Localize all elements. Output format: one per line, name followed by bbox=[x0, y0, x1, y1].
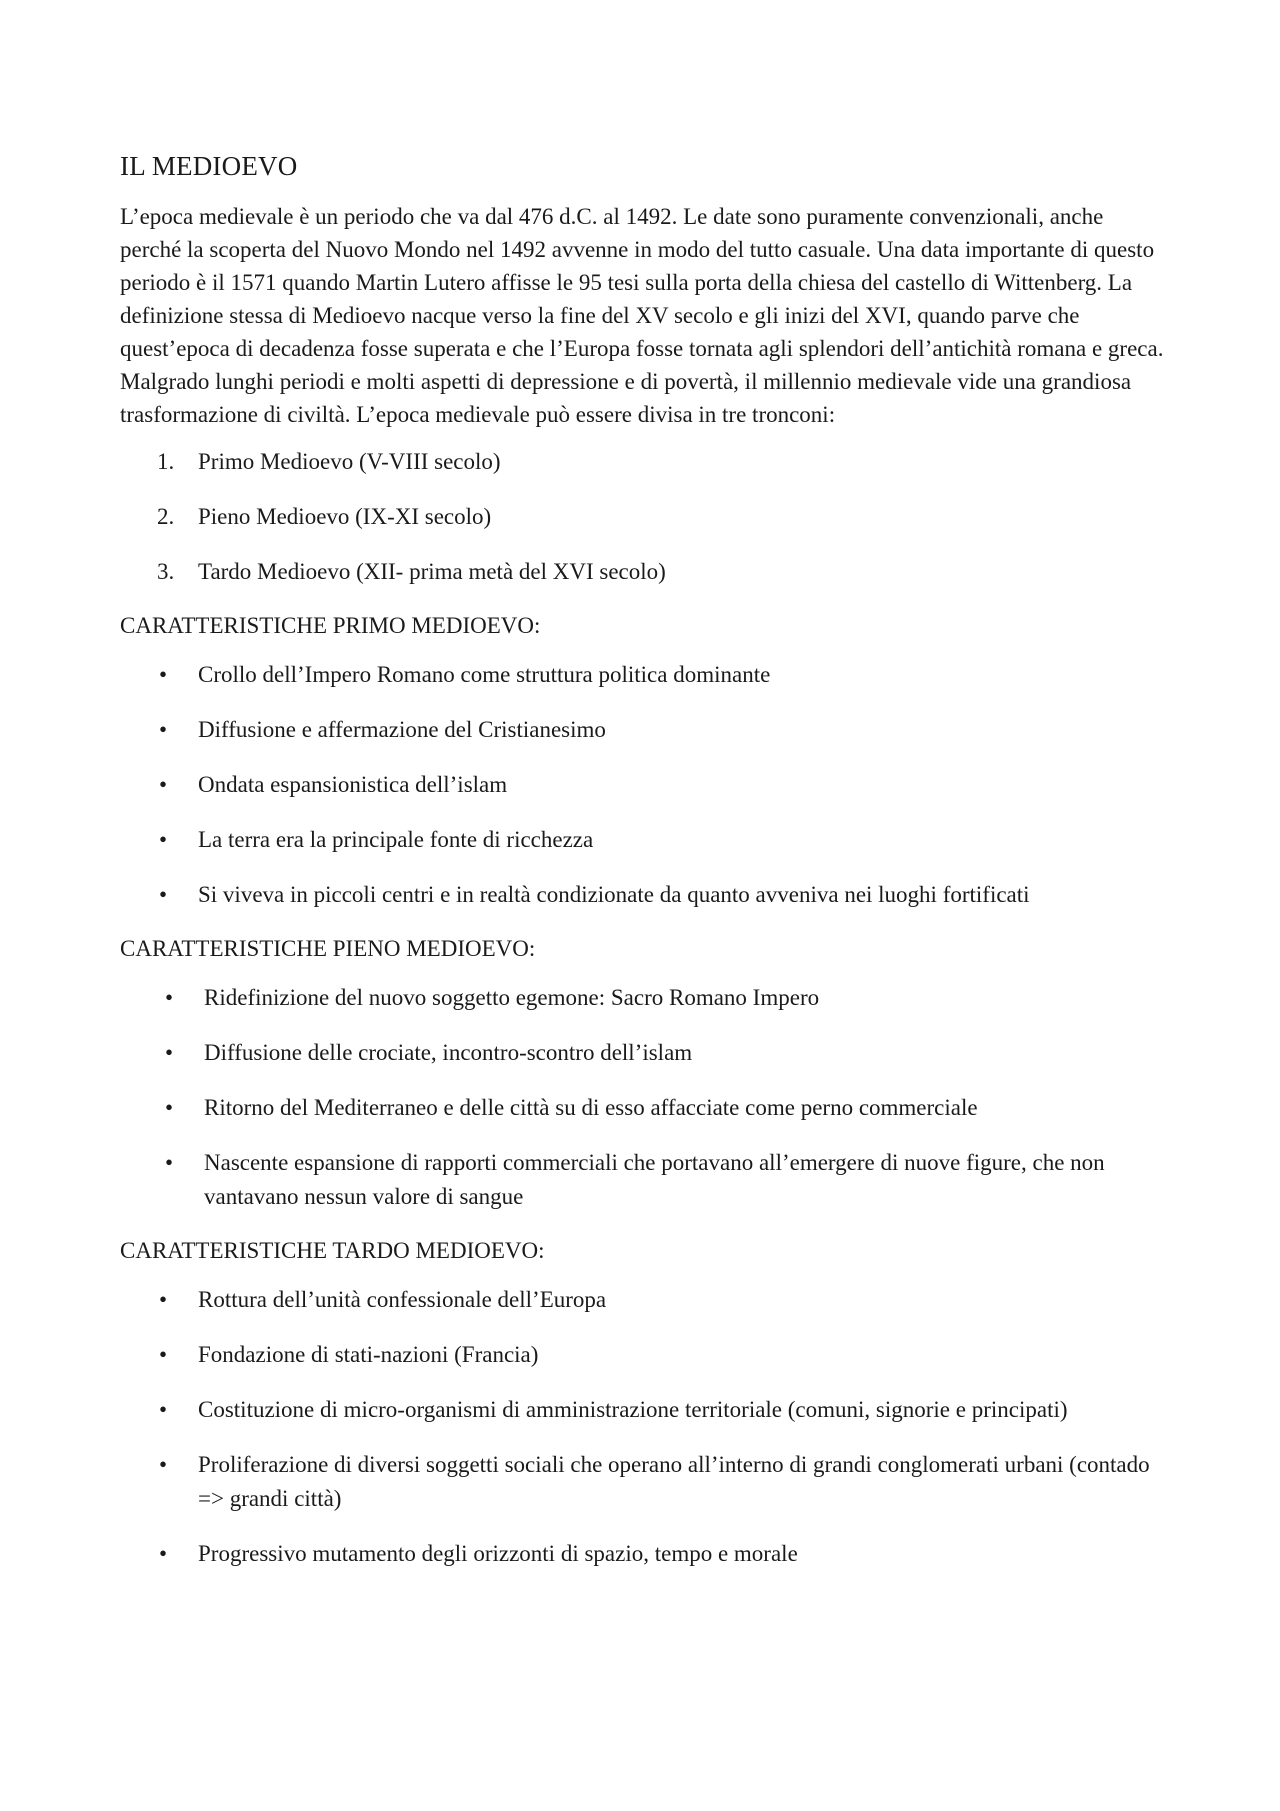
list-item bbox=[120, 1393, 1165, 1427]
list-item-text: Diffusione delle crociate, incontro-scontro dell’islam bbox=[204, 1040, 693, 1065]
bullet-icon: • bbox=[159, 662, 168, 687]
list-item bbox=[120, 500, 1165, 534]
page-title: IL MEDIOEVO bbox=[120, 151, 298, 181]
list-item-text: Ridefinizione del nuovo soggetto egemone: Sacro Romano Impero bbox=[204, 985, 820, 1010]
bullet-icon: • bbox=[159, 827, 168, 852]
list-item bbox=[120, 445, 1165, 479]
list-item bbox=[120, 1448, 1165, 1516]
list-item bbox=[120, 823, 1165, 857]
bullet-icon: • bbox=[165, 985, 174, 1010]
list-item-text: Pieno Medioevo (IX-XI secolo) bbox=[198, 504, 492, 529]
list-item-text: Proliferazione di diversi soggetti sociali che operano all’interno di grandi conglomerati urbani (contado => grandi città) bbox=[198, 1452, 1150, 1511]
bullet-icon: • bbox=[159, 882, 168, 907]
list-item-text: Si viveva in piccoli centri e in realtà condizionate da quanto avveniva nei luoghi fortificati bbox=[198, 882, 1030, 907]
list-item-text: Rottura dell’unità confessionale dell’Europa bbox=[198, 1287, 607, 1312]
bullet-icon: • bbox=[159, 1541, 168, 1566]
list-item bbox=[120, 878, 1165, 912]
tardo-features-list bbox=[120, 1283, 1165, 1571]
list-item bbox=[120, 768, 1165, 802]
list-item-text: Diffusione e affermazione del Cristianesimo bbox=[198, 717, 606, 742]
list-item-text: Ritorno del Mediterraneo e delle città su di esso affacciate come perno commerciale bbox=[204, 1095, 978, 1120]
list-number: 2. bbox=[157, 504, 175, 529]
bullet-icon: • bbox=[159, 1342, 168, 1367]
primo-features-list bbox=[120, 658, 1165, 912]
list-item-text: Progressivo mutamento degli orizzonti di spazio, tempo e morale bbox=[198, 1541, 798, 1566]
list-item-text: Nascente espansione di rapporti commerciali che portavano all’emergere di nuove figure, che non vantavano nessun valore di sangue bbox=[204, 1150, 1105, 1209]
list-item bbox=[120, 1036, 1165, 1070]
list-item bbox=[120, 1283, 1165, 1317]
bullet-icon: • bbox=[165, 1040, 174, 1065]
list-item-text: Ondata espansionistica dell’islam bbox=[198, 772, 508, 797]
bullet-icon: • bbox=[159, 772, 168, 797]
list-item-text: Costituzione di micro-organismi di amministrazione territoriale (comuni, signorie e principati) bbox=[198, 1397, 1068, 1422]
bullet-icon: • bbox=[165, 1150, 174, 1175]
intro-paragraph: L’epoca medievale è un periodo che va dal 476 d.C. al 1492. Le date sono puramente convenzionali, anche perché la scoperta del Nuovo Mondo nel 1492 avvenne in modo del tutto casuale. Una data importante di questo periodo è il 1571 quando Martin Lutero affisse le 95 tesi sulla porta della chiesa del castello di Wittenberg. La definizione stessa di Medioevo nacque verso la fine del XV secolo e gli inizi del XVI, quando parve che quest’epoca di decadenza fosse superata e che l’Europa fosse tornata agli splendori dell’antichità romana e greca. Malgrado lunghi periodi e molti aspetti di depressione e di povertà, il millennio medievale vide una grandiosa trasformazione di civiltà. L’epoca medievale può essere divisa in tre tronconi: bbox=[120, 204, 1164, 427]
document-page bbox=[120, 150, 1165, 1592]
list-item-text: Crollo dell’Impero Romano come struttura politica dominante bbox=[198, 662, 771, 687]
list-item bbox=[120, 1338, 1165, 1372]
list-number: 3. bbox=[157, 559, 175, 584]
bullet-icon: • bbox=[159, 717, 168, 742]
list-item-text: Fondazione di stati-nazioni (Francia) bbox=[198, 1342, 539, 1367]
list-item bbox=[120, 1537, 1165, 1571]
bullet-icon: • bbox=[159, 1397, 168, 1422]
list-item bbox=[120, 713, 1165, 747]
list-item-text: Primo Medioevo (V-VIII secolo) bbox=[198, 449, 501, 474]
periods-list bbox=[120, 445, 1165, 589]
section-heading-pieno: CARATTERISTICHE PIENO MEDIOEVO: bbox=[120, 936, 536, 961]
bullet-icon: • bbox=[165, 1095, 174, 1120]
list-item-text: Tardo Medioevo (XII- prima metà del XVI secolo) bbox=[198, 559, 666, 584]
bullet-icon: • bbox=[159, 1452, 168, 1477]
bullet-icon: • bbox=[159, 1287, 168, 1312]
list-item bbox=[120, 1091, 1165, 1125]
pieno-features-list bbox=[120, 981, 1165, 1214]
list-item bbox=[120, 1146, 1165, 1214]
section-heading-primo: CARATTERISTICHE PRIMO MEDIOEVO: bbox=[120, 613, 541, 638]
list-number: 1. bbox=[157, 449, 175, 474]
list-item bbox=[120, 555, 1165, 589]
section-heading-tardo: CARATTERISTICHE TARDO MEDIOEVO: bbox=[120, 1238, 545, 1263]
list-item bbox=[120, 981, 1165, 1015]
list-item-text: La terra era la principale fonte di ricchezza bbox=[198, 827, 594, 852]
list-item bbox=[120, 658, 1165, 692]
